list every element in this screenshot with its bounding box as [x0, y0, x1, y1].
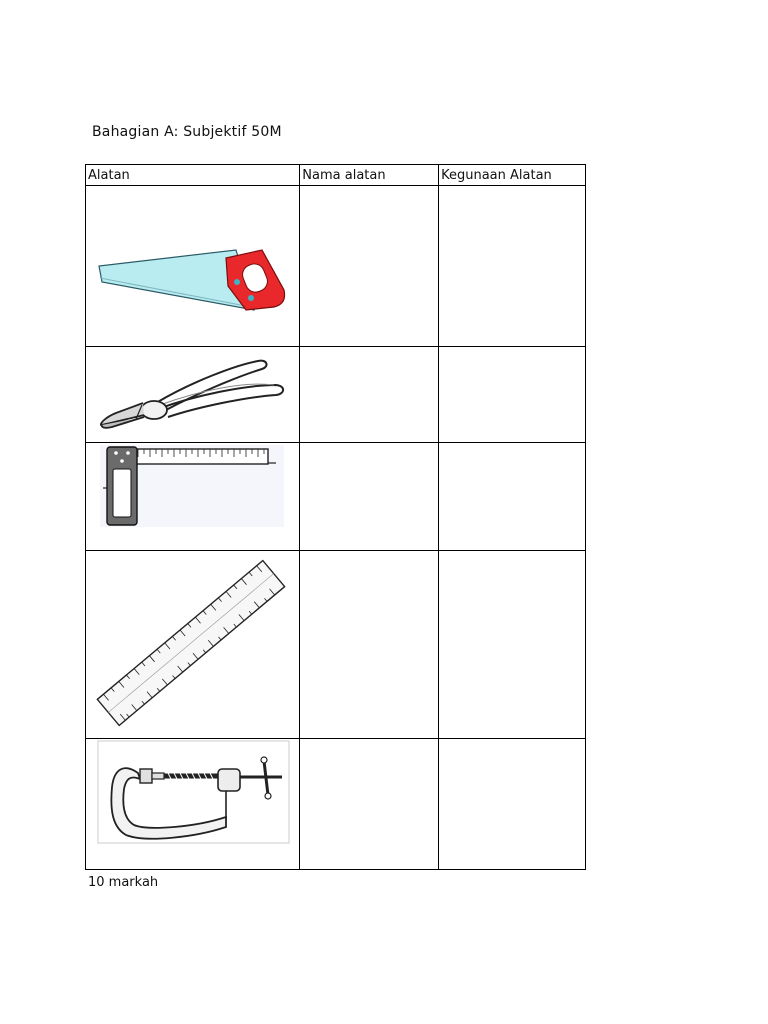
tool-use-cell[interactable]	[439, 443, 586, 551]
tool-image-cell	[86, 186, 300, 347]
g-clamp-icon	[86, 739, 299, 869]
tool-name-cell[interactable]	[300, 739, 439, 870]
tool-image-cell	[86, 739, 300, 870]
tool-use-cell[interactable]	[439, 551, 586, 739]
table-row	[86, 551, 586, 739]
tool-image-cell	[86, 443, 300, 551]
marks-footer: 10 markah	[88, 875, 159, 890]
tool-image-cell	[86, 347, 300, 443]
tool-image-cell	[86, 551, 300, 739]
tool-name-cell[interactable]	[300, 186, 439, 347]
tools-table	[85, 164, 586, 870]
pliers-icon	[86, 347, 299, 442]
tool-use-cell[interactable]	[439, 186, 586, 347]
tool-use-cell[interactable]	[439, 739, 586, 870]
tool-name-cell[interactable]	[300, 443, 439, 551]
header-kegunaan-alatan: Kegunaan Alatan	[439, 165, 586, 186]
tool-name-cell[interactable]	[300, 551, 439, 739]
table-row	[86, 443, 586, 551]
handsaw-icon	[86, 186, 299, 346]
table-row	[86, 739, 586, 870]
tool-name-cell[interactable]	[300, 347, 439, 443]
table-header-row	[86, 165, 586, 186]
section-title: Bahagian A: Subjektif 50M	[92, 124, 282, 140]
ruler-icon	[86, 551, 299, 738]
header-nama-alatan: Nama alatan	[300, 165, 439, 186]
table-row	[86, 186, 586, 347]
table-row	[86, 347, 586, 443]
header-alatan: Alatan	[86, 165, 300, 186]
try-square-icon	[86, 443, 299, 550]
tool-use-cell[interactable]	[439, 347, 586, 443]
